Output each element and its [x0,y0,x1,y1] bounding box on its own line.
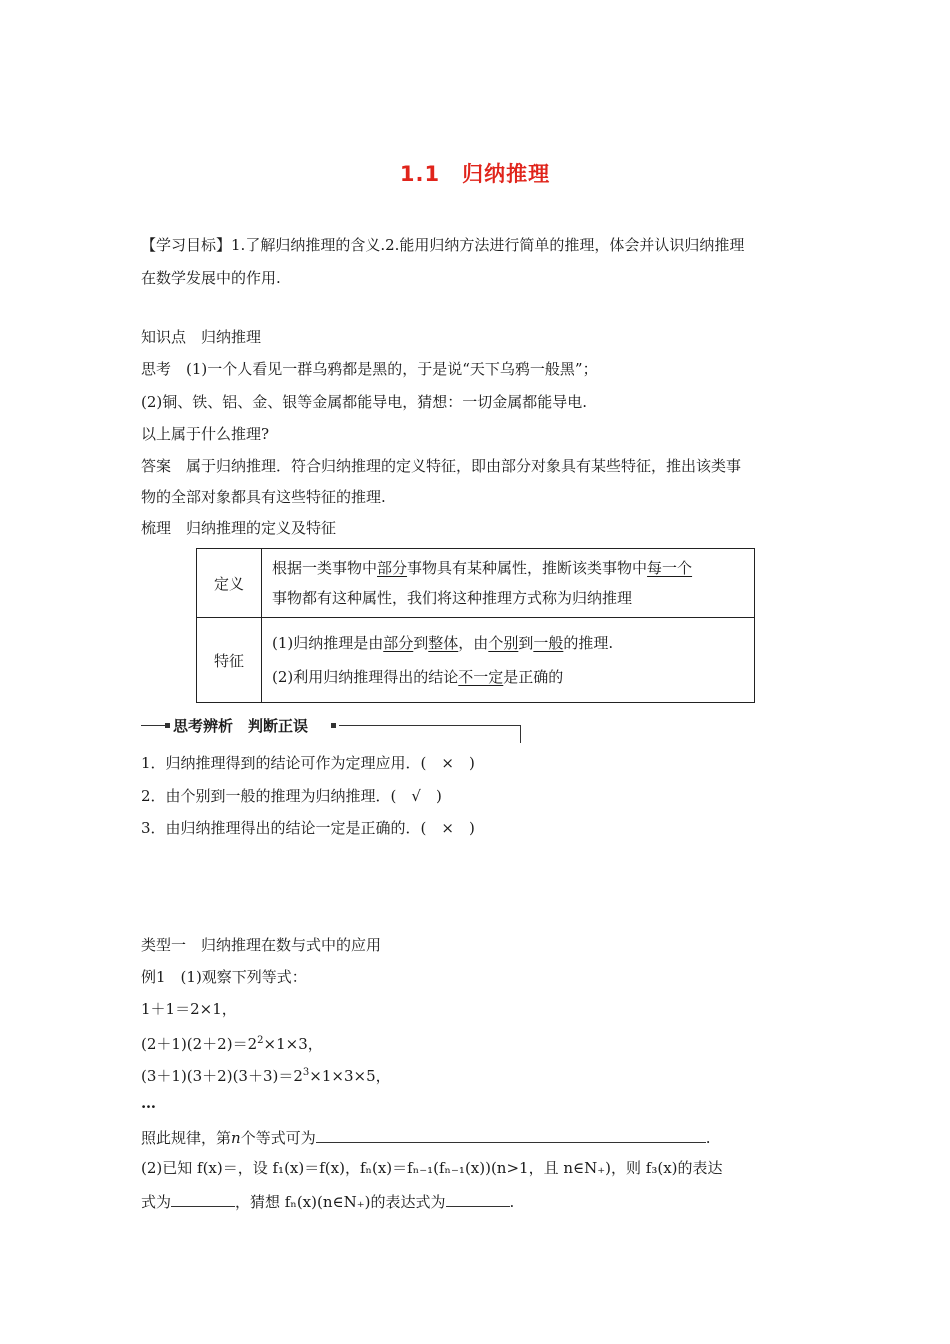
judge-item-2: 2．由个别到一般的推理为归纳推理．( √ ) [141,787,442,805]
page-title [0,158,950,188]
feature-row [197,618,755,703]
judge-item-1: 1．归纳推理得到的结论可作为定理应用．( × ) [141,754,475,772]
definition-content: 根据一类事物中部分事物具有某种属性，推断该类事物中每一个 事物都有这种属性，我们将这种推理方式称为归纳推理 [262,549,755,618]
learning-goals-line1: 【学习目标】1.了解归纳推理的含义.2.能用归纳方法进行简单的推理，体会并认识归纳推理 [141,236,745,254]
title-number: 1.1 [399,162,441,186]
rule-sentence: 照此规律，第n个等式可为 . [141,1126,710,1148]
equation-3: $(3+1)(3+2)(3+3)=2^3\times 1\times 3\times 5$， [141,1067,391,1085]
knowledge-heading: 知识点 归纳推理 [141,328,262,346]
ellipsis: … [141,1094,156,1112]
type1-heading: 类型一 归纳推理在数与式中的应用 [141,936,382,954]
equation-2: $(2+1)(2+2)=2^2\times 1\times 3$， [141,1035,323,1053]
title-text: 归纳推理 [462,162,551,186]
equation-1: 1＋1＝2×1， [141,1000,237,1018]
think-line1: 思考 (1)一个人看见一群乌鸦都是黑的，于是说“天下乌鸦一般黑”； [141,360,598,378]
summary-heading: 梳理 归纳推理的定义及特征 [141,519,337,537]
judge-item-3: 3．由归纳推理得出的结论一定是正确的．( × ) [141,819,475,837]
think-line2: (2)铜、铁、铝、金、银等金属都能导电，猜想：一切金属都能导电. [141,393,588,411]
think-question: 以上属于什么推理? [141,425,270,443]
answer-blank[interactable] [171,1190,235,1207]
example1-label: 例1 (1)观察下列等式： [141,968,307,986]
part2-line1: (2)已知 f(x)＝，设 f₁(x)＝f(x)，fₙ(x)＝fₙ₋₁(fₙ₋₁(x))(n>1，且 n∈N₊)，则 f₃(x)的表达 [141,1159,723,1177]
feature-content: (1)归纳推理是由部分到整体，由个别到一般的推理. (2)利用归纳推理得出的结论不一定是正确的 [262,618,755,703]
answer-line2: 物的全部对象都具有这些特征的推理. [141,488,386,506]
learning-goals-label: 【学习目标】 [141,236,232,254]
answer-line1: 答案 属于归纳推理．符合归纳推理的定义特征，即由部分对象具有某些特征，推出该类事 [141,457,742,475]
answer-blank[interactable] [316,1126,706,1143]
learning-goals-line2: 在数学发展中的作用. [141,269,281,287]
answer-blank[interactable] [446,1190,510,1207]
judge-banner [141,714,521,744]
feature-label: 特征 [197,618,262,703]
definition-row [197,549,755,618]
definition-label: 定义 [197,549,262,618]
definition-table [196,548,755,703]
part2-line2: 式为 ，猜想 fₙ(x)(n∈N₊)的表达式为 . [141,1190,514,1212]
judge-banner-text: 思考辨析 判断正误 [173,717,309,735]
